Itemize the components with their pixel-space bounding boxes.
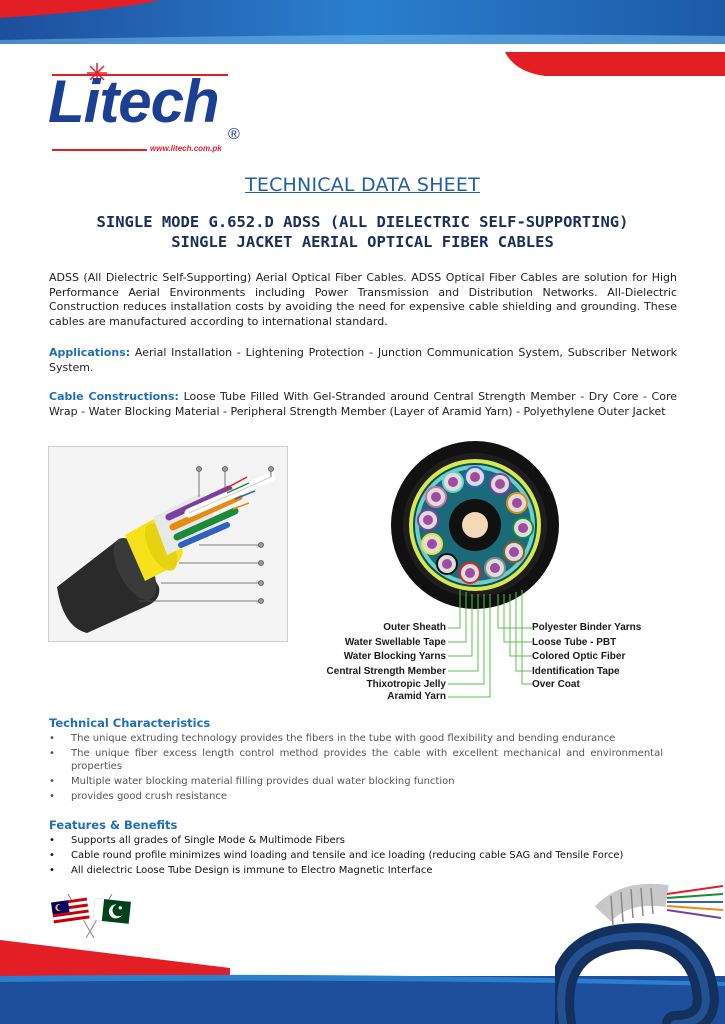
intro-paragraph: ADSS (All Dielectric Self-Supporting) Aerial Optical Fiber Cables. ADSS Optical Fiber Cables are solution for High Performance Aerial Environments including Power Transmission and Distribution Networks. All-Dielectric Construction reduces installation costs by avoiding the need for expensive cable shielding and grounding. These cables are manufactured according to international standard. — [49, 271, 677, 328]
technical-characteristics-list — [49, 732, 663, 805]
cable-constructions-text: Loose Tube Filled With Gel-Stranded around Central Strength Member - Dry Core - Core Wrap - Water Blocking Material - Peripheral Strength Member (Layer of Aramid Yarn) - Polyethylene Outer Jacket — [49, 390, 677, 418]
label-water-swellable-tape: Water Swellable Tape — [344, 637, 446, 648]
product-title-line-1: SINGLE MODE G.652.D ADSS (ALL DIELECTRIC SELF-SUPPORTING) — [96, 213, 629, 231]
applications-text: Aerial Installation - Lightening Protection - Junction Communication System, Subscriber Network System. — [49, 346, 678, 374]
label-identification-tape: Identification Tape — [532, 666, 620, 677]
list-item: • The unique extruding technology provides the fibers in the tube with good flexibility and bending endurance — [49, 732, 663, 745]
label-water-blocking-yarns: Water Blocking Yarns — [343, 651, 446, 662]
registered-mark: ® — [228, 126, 240, 143]
top-red-accent — [505, 52, 725, 76]
product-title — [30, 212, 695, 252]
cable-illustration — [49, 447, 287, 641]
list-item: • Supports all grades of Single Mode & Multimode Fibers — [49, 834, 663, 847]
cable-constructions-label: Cable Constructions: — [49, 390, 179, 403]
technical-characteristics-heading: Technical Characteristics — [49, 716, 211, 730]
list-item: • provides good crush resistance — [49, 790, 663, 803]
top-banner — [0, 0, 725, 44]
brand-url: www.litech.com.pk — [150, 144, 222, 153]
cross-section-leaders — [440, 580, 540, 700]
list-item: • Cable round profile minimizes wind loading and tensile and ice loading (reducing cable SAG and Tensile Force) — [49, 849, 663, 862]
label-loose-tube-pbt: Loose Tube - PBT — [532, 637, 617, 648]
features-benefits-heading: Features & Benefits — [49, 818, 178, 832]
logo-bottom-rule — [52, 149, 147, 151]
applications-paragraph — [49, 346, 677, 375]
list-item: • The unique fiber excess length control method provides the cable with excellent mechanical and environmental properties — [49, 747, 663, 773]
list-item: • Multiple water blocking material filling provides dual water blocking function — [49, 775, 663, 788]
cable-constructions-paragraph — [49, 390, 677, 419]
cable-photo — [48, 446, 288, 642]
label-colored-optic-fiber: Colored Optic Fiber — [532, 651, 626, 662]
brand-logo — [48, 64, 258, 159]
label-central-strength-member: Central Strength Member — [326, 666, 446, 677]
cable-coil-illustration — [555, 880, 725, 1024]
features-benefits-list — [49, 834, 663, 879]
label-aramid-yarn: Aramid Yarn — [387, 691, 446, 702]
applications-label: Applications: — [49, 346, 131, 359]
label-over-coat: Over Coat — [532, 679, 580, 690]
document-title: TECHNICAL DATA SHEET — [245, 174, 480, 196]
brand-wordmark: Litech — [48, 68, 219, 135]
list-item: • All dielectric Loose Tube Design is immune to Electro Magnetic Interface — [49, 864, 663, 877]
label-polyester-binder-yarns: Polyester Binder Yarns — [532, 622, 642, 633]
label-thixotropic-jelly: Thixotropic Jelly — [366, 679, 446, 690]
label-outer-sheath: Outer Sheath — [383, 622, 446, 633]
product-title-line-2: SINGLE JACKET AERIAL OPTICAL FIBER CABLES — [171, 233, 554, 251]
